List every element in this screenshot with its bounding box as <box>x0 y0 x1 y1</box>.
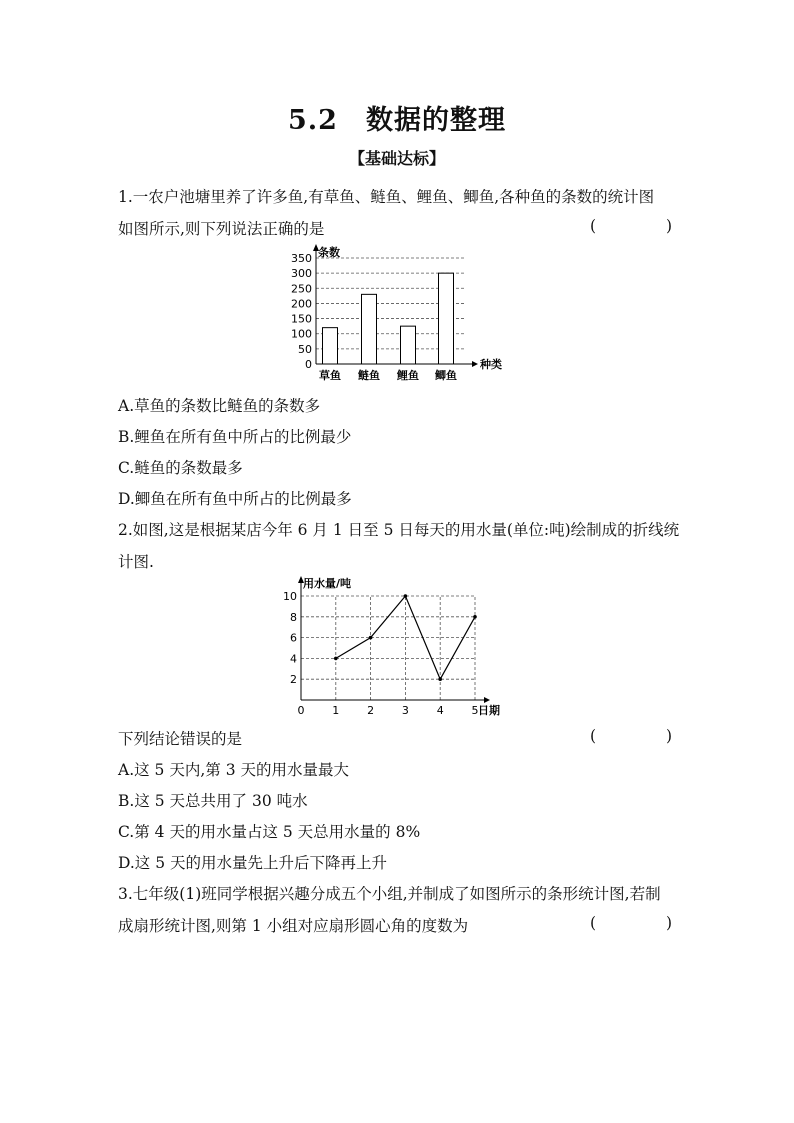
line-point <box>438 677 442 681</box>
bar <box>362 294 377 364</box>
q2-prompt: 下列结论错误的是 <box>118 730 243 748</box>
q2-text-line1: 2.如图,这是根据某店今年 6 月 1 日至 5 日每天的用水量(单位:吨)绘制成的折线统 <box>118 521 680 539</box>
q3-text-line2: 成扇形统计图,则第 1 小组对应扇形圆心角的度数为 <box>118 917 469 935</box>
line-ytick-label: 4 <box>290 652 297 666</box>
line-xtick-label: 2 <box>367 704 375 717</box>
bar-ytick-label: 200 <box>291 297 312 311</box>
line-point <box>473 615 477 619</box>
bar-ytick-label: 0 <box>305 358 312 371</box>
water-line-chart <box>280 572 520 722</box>
q3-answer-paren-close: ) <box>666 914 673 932</box>
bar-ytick-label: 100 <box>291 327 312 341</box>
line-ytick-label: 10 <box>283 590 297 603</box>
bar <box>323 328 338 364</box>
bar <box>439 273 454 364</box>
q2-text-line2: 计图. <box>118 553 154 571</box>
q3-text-line1: 3.七年级(1)班同学根据兴趣分成五个小组,并制成了如图所示的条形统计图,若制 <box>118 885 661 903</box>
bar-ytick-label: 300 <box>291 267 312 281</box>
q2-option-b: B.这 5 天总共用了 30 吨水 <box>118 792 308 810</box>
q2-option-a: A.这 5 天内,第 3 天的用水量最大 <box>118 761 349 779</box>
line-xtick-label: 3 <box>401 704 409 717</box>
line-x-axis-arrow <box>484 697 490 703</box>
bar-category-label: 鲢鱼 <box>358 369 380 382</box>
q1-option-c: C.鲢鱼的条数最多 <box>118 459 243 477</box>
line-point <box>369 636 373 640</box>
line-xtick-label: 0 <box>297 704 305 717</box>
line-y-axis-label: 用水量/吨 <box>303 577 352 590</box>
line-ytick-label: 6 <box>290 631 297 645</box>
bar <box>401 326 416 364</box>
page-title: 5.2 数据的整理 <box>288 105 506 136</box>
line-xtick-label: 4 <box>436 704 444 717</box>
q2-option-c: C.第 4 天的用水量占这 5 天总用水量的 8% <box>118 823 421 841</box>
line-x-axis-label: 日期 <box>478 704 500 717</box>
line-point <box>334 657 338 661</box>
q1-text-line2: 如图所示,则下列说法正确的是 <box>118 220 325 238</box>
bar-ytick-label: 150 <box>291 312 312 326</box>
bar-ytick-label: 50 <box>298 342 312 356</box>
bar-y-axis-label: 条数 <box>318 246 340 259</box>
q1-option-a: A.草鱼的条数比鲢鱼的条数多 <box>118 397 321 415</box>
line-ytick-label: 2 <box>290 673 297 687</box>
bar-x-axis-arrow <box>472 361 478 367</box>
q2-option-d: D.这 5 天的用水量先上升后下降再上升 <box>118 854 388 872</box>
q1-option-b: B.鲤鱼在所有鱼中所占的比例最少 <box>118 428 352 446</box>
q2-answer-paren-close: ) <box>666 727 673 745</box>
line-xtick-label: 1 <box>332 704 340 717</box>
bar-ytick-label: 350 <box>291 252 312 265</box>
bar-category-label: 鲤鱼 <box>397 369 419 382</box>
line-ytick-label: 8 <box>290 610 297 624</box>
bar-ytick-label: 250 <box>291 282 312 296</box>
q1-option-d: D.鲫鱼在所有鱼中所占的比例最多 <box>118 490 352 508</box>
line-xtick-label: 5 <box>471 704 479 717</box>
q3-answer-paren-open: ( <box>590 914 597 932</box>
q1-answer-paren-close: ) <box>666 217 673 235</box>
q2-answer-paren-open: ( <box>590 727 597 745</box>
bar-x-axis-label: 种类 <box>480 358 502 371</box>
q1-answer-paren-open: ( <box>590 217 597 235</box>
bar-category-label: 草鱼 <box>319 369 341 382</box>
section-heading: 【基础达标】 <box>348 149 445 168</box>
fish-bar-chart <box>280 244 520 384</box>
bar-category-label: 鲫鱼 <box>435 369 457 382</box>
line-point <box>404 594 408 598</box>
q1-text-line1: 1.一农户池塘里养了许多鱼,有草鱼、鲢鱼、鲤鱼、鲫鱼,各种鱼的条数的统计图 <box>118 188 655 206</box>
